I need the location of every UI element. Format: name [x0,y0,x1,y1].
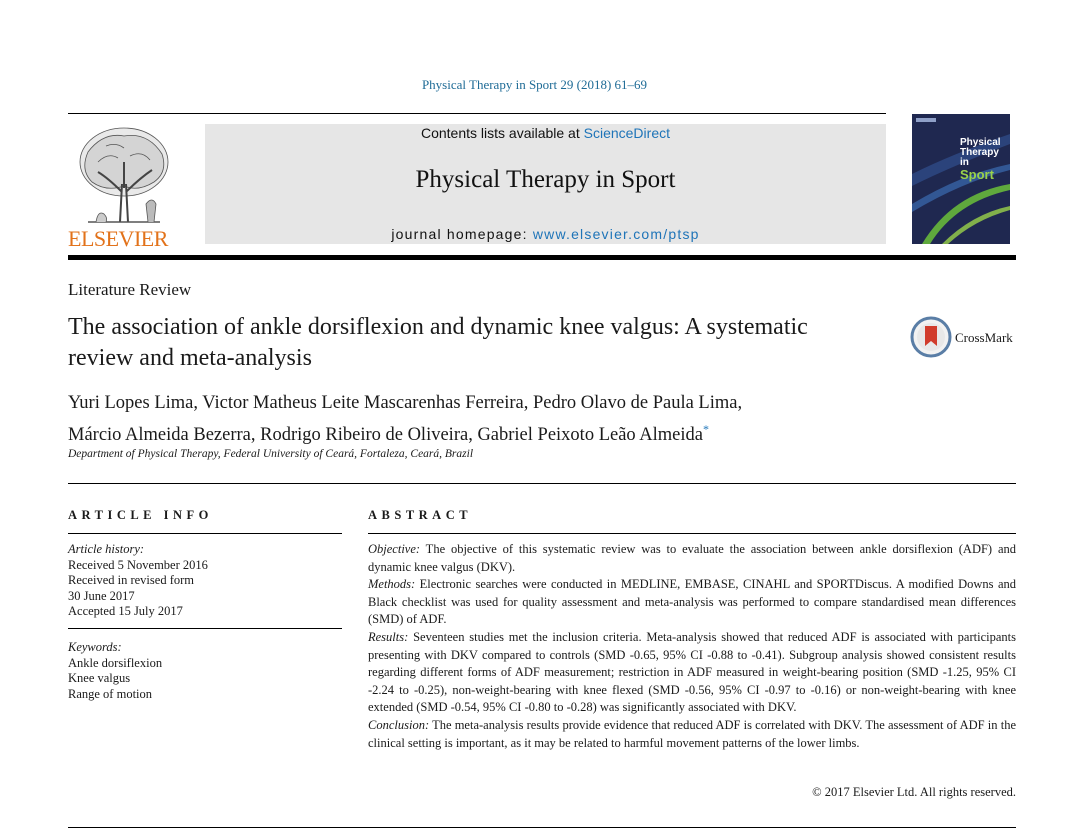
history-item: Received 5 November 2016 [68,557,208,572]
keywords [68,640,162,702]
copyright-notice: © 2017 Elsevier Ltd. All rights reserved. [812,785,1016,799]
authors-line-2-text: Márcio Almeida Bezerra, Rodrigo Ribeiro de Oliveira, Gabriel Peixoto Leão Almeida [68,425,703,446]
abstract-objective [368,541,1016,576]
elsevier-wordmark: ELSEVIER [68,226,168,251]
abstract-results [368,629,1016,717]
sciencedirect-link[interactable]: ScienceDirect [583,125,670,141]
keywords-rule [68,628,342,629]
journal-title: Physical Therapy in Sport [415,166,676,193]
history-item: 30 June 2017 [68,588,135,603]
abstract-body [368,541,1016,752]
objective-text: The objective of this systematic review was to evaluate the association between ankle dorsiflexion (ADF) and dynamic knee valgus (DKV). [368,542,1016,574]
homepage-line [205,226,886,242]
header-thick-rule [68,255,1016,260]
article-history-label: Article history: [68,542,145,556]
article-history [68,542,208,620]
header-rule [68,113,886,114]
keyword-item: Ankle dorsiflexion [68,655,163,670]
keyword-item: Knee valgus [68,671,131,685]
history-item: Received in revised form [68,573,194,587]
corresponding-author-mark[interactable]: * [702,422,709,436]
conclusion-text: The meta-analysis results provide evidence that reduced ADF is correlated with DKV. The assessment of ADF in the clinical setting is important, as it may be related to harmful movement patterns of the lower limbs. [368,717,1016,750]
article-title: The association of ankle dorsiflexion and dynamic knee valgus: A systematic review and meta-analysis [68,314,808,371]
cover-title-line1: Physical [960,137,1001,148]
abstract-methods [368,576,1016,629]
article-info-heading: ARTICLE INFO [68,508,213,522]
abstract-heading: ABSTRACT [368,508,473,522]
contents-prefix: Contents lists available at [420,125,584,141]
crossmark-label[interactable]: CrossMark [955,330,1013,345]
results-text: Seventeen studies met the inclusion criteria. Meta-analysis showed that reduced ADF is associated with participants presenting with DKV compared to controls (SMD -0.65, 95% CI -0.88 to -0.41). Subgroup analysis showed consistent results regarding different forms of ADF measurement; restriction in ADF measured in weight-bearing position (SMD -1.25, 95% CI -2.24 to -0.25), non-weight-bearing with knee flexed (SMD -0.56, 95% CI -0.97 to -0.16) or non-weight-bearing with knee extended (SMD -0.54, 95% CI -0.80 to -0.28) was significantly associated with DKV. [368,629,1016,715]
keyword-item: Range of motion [68,686,153,701]
journal-cover-image [912,114,1010,244]
author-affiliation: Department of Physical Therapy, Federal University of Ceará, Fortaleza, Ceará, Brazil [68,448,474,460]
conclusion-label: Conclusion: [368,717,430,732]
homepage-prefix: journal homepage: [391,226,533,242]
article-info-rule [68,533,342,534]
cover-title-line2: Therapy in [960,147,999,168]
cover-title [960,138,1010,181]
abstract-rule [368,533,1016,534]
crossmark-icon[interactable] [910,316,952,358]
journal-citation[interactable]: Physical Therapy in Sport 29 (2018) 61–69 [421,77,648,92]
history-item: Accepted 15 July 2017 [68,604,183,618]
authors-line-2 [68,416,928,448]
contents-line [205,125,886,141]
results-label: Results: [368,629,409,644]
article-section-type: Literature Review [68,280,192,299]
cover-title-line3: Sport [960,167,994,182]
section-rule [68,483,1016,484]
footer-rule [68,827,1016,828]
author-list [68,390,928,448]
abstract-conclusion [368,717,1016,752]
authors-line-1: Yuri Lopes Lima, Victor Matheus Leite Mascarenhas Ferreira, Pedro Olavo de Paula Lima, [68,393,743,413]
keywords-label: Keywords: [68,640,122,654]
methods-text: Electronic searches were conducted in MEDLINE, EMBASE, CINAHL and SPORTDiscus. A modified Downs and Black checklist was used for quality assessment and meta-analysis was performed to compare standardised mean differences (SMD) of ADF. [368,577,1016,627]
homepage-link[interactable]: www.elsevier.com/ptsp [532,226,700,242]
methods-label: Methods: [368,577,416,592]
objective-label: Objective: [368,542,421,556]
